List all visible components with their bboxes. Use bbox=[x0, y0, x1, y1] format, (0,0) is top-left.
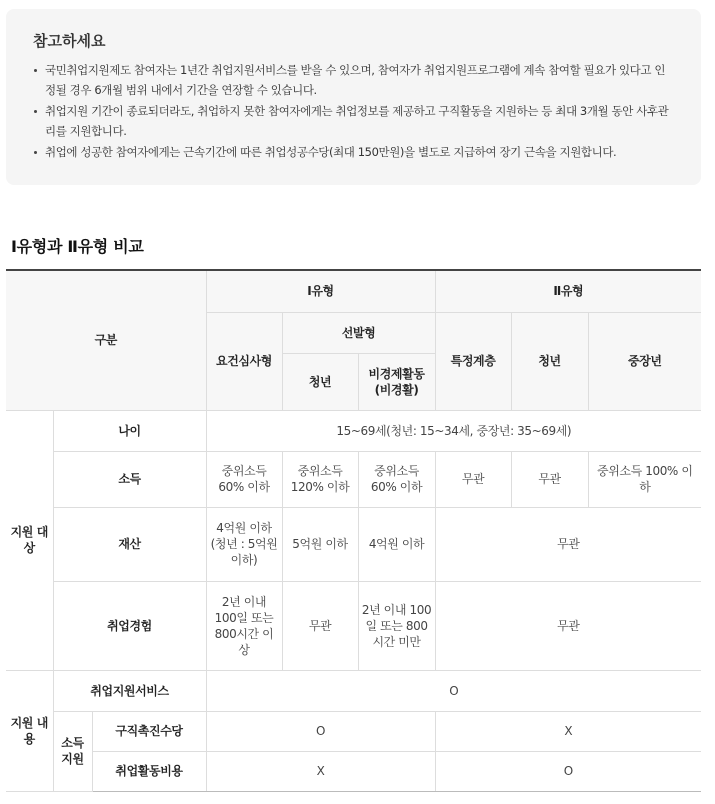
activity-cost-type1: X bbox=[206, 751, 435, 791]
service-label: 취업지원서비스 bbox=[53, 670, 206, 711]
experience-label: 취업경험 bbox=[53, 581, 206, 670]
notice-item: 국민취업지원제도 참여자는 1년간 취업지원서비스를 받을 수 있으며, 참여자가 취업지원프로그램에 계속 참여할 필요가 있다고 인정될 경우 6개월 범위 내에서 기간을 연장할 수 있습니다. bbox=[33, 60, 675, 100]
header-non-econ: 비경제활동(비경활) bbox=[358, 353, 435, 410]
notice-item: 취업지원 기간이 종료되더라도, 취업하지 못한 참여자에게는 취업정보를 제공하고 구직활동을 지원하는 등 최대 3개월 동안 사후관리를 지원합니다. bbox=[33, 101, 675, 141]
header-special: 특정계층 bbox=[435, 312, 511, 410]
experience-cell: 무관 bbox=[435, 581, 701, 670]
comparison-table bbox=[6, 269, 701, 792]
notice-box bbox=[6, 9, 701, 185]
header-screening: 요건심사형 bbox=[206, 312, 282, 410]
age-value: 15~69세(청년: 15~34세, 중장년: 35~69세) bbox=[206, 410, 701, 451]
income-cell: 중위소득 120% 이하 bbox=[282, 451, 358, 507]
income-cell: 중위소득 60% 이하 bbox=[206, 451, 282, 507]
experience-cell: 2년 이내 100일 또는 800시간 이상 bbox=[206, 581, 282, 670]
property-cell: 5억원 이하 bbox=[282, 507, 358, 581]
income-cell: 중위소득 100% 이하 bbox=[588, 451, 701, 507]
header-youth: 청년 bbox=[282, 353, 358, 410]
property-label: 재산 bbox=[53, 507, 206, 581]
experience-cell: 무관 bbox=[282, 581, 358, 670]
notice-list bbox=[33, 60, 675, 162]
property-cell: 4억원 이하 bbox=[358, 507, 435, 581]
property-cell: 무관 bbox=[435, 507, 701, 581]
header-type1: Ⅰ유형 bbox=[206, 270, 435, 312]
notice-title: 참고하세요 bbox=[33, 32, 106, 50]
allowance-type1: O bbox=[206, 711, 435, 751]
header-category: 구분 bbox=[6, 270, 206, 410]
income-cell: 중위소득 60% 이하 bbox=[358, 451, 435, 507]
support-content-label: 지원 내용 bbox=[6, 670, 53, 791]
income-support-label: 소득 지원 bbox=[53, 711, 92, 791]
section-title: Ⅰ유형과 Ⅱ유형 비교 bbox=[11, 237, 144, 256]
notice-item: 취업에 성공한 참여자에게는 근속기간에 따른 취업성공수당(최대 150만원)을 별도로 지급하여 장기 근속을 지원합니다. bbox=[33, 142, 675, 162]
income-label: 소득 bbox=[53, 451, 206, 507]
allowance-type2: X bbox=[435, 711, 701, 751]
property-cell: 4억원 이하 (청년 : 5억원 이하) bbox=[206, 507, 282, 581]
header-youth2: 청년 bbox=[511, 312, 588, 410]
activity-cost-label: 취업활동비용 bbox=[92, 751, 206, 791]
age-label: 나이 bbox=[53, 410, 206, 451]
header-selection: 선발형 bbox=[282, 312, 435, 353]
activity-cost-type2: O bbox=[435, 751, 701, 791]
header-type2: Ⅱ유형 bbox=[435, 270, 701, 312]
allowance-label: 구직촉진수당 bbox=[92, 711, 206, 751]
income-cell: 무관 bbox=[511, 451, 588, 507]
income-cell: 무관 bbox=[435, 451, 511, 507]
experience-cell: 2년 이내 100일 또는 800시간 미만 bbox=[358, 581, 435, 670]
service-value: O bbox=[206, 670, 701, 711]
header-middle-aged: 중장년 bbox=[588, 312, 701, 410]
support-target-label: 지원 대상 bbox=[6, 410, 53, 670]
